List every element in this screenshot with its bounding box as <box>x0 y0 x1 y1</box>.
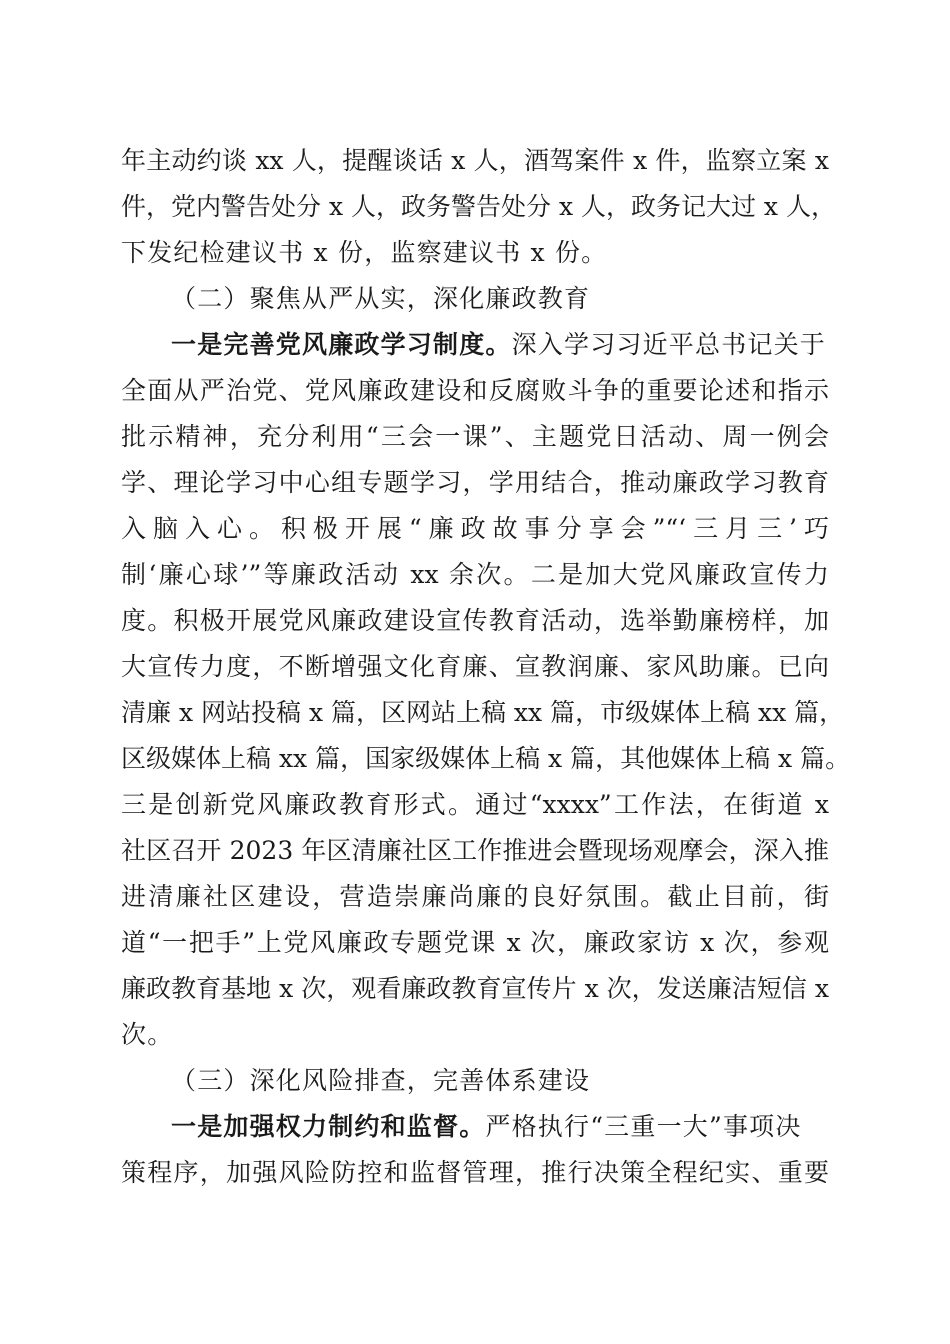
paragraph-line: 批示精神，充分利用“三会一课”、主题党日活动、周一例会 <box>121 422 829 451</box>
paragraph-text: 严格执行“三重一大”事项决 <box>485 1112 802 1141</box>
paragraph-line-first <box>171 328 829 362</box>
paragraph-line: 进清廉社区建设，营造崇廉尚廉的良好氛围。截止目前，街 <box>121 882 829 911</box>
paragraph-line: 年主动约谈 xx 人，提醒谈话 x 人，酒驾案件 x 件，监察立案 x <box>121 146 829 175</box>
section-heading: （三）深化风险排查，完善体系建设 <box>171 1066 591 1095</box>
lead-phrase: 一是完善党风廉政学习制度。 <box>171 330 512 359</box>
section-heading: （二）聚焦从严从实，深化廉政教育 <box>171 284 591 313</box>
paragraph-line: 入脑入心。积极开展“廉政故事分享会”“‘三月三’巧 <box>121 514 829 543</box>
paragraph-line: 社区召开 2023 年区清廉社区工作推进会暨现场观摩会，深入推 <box>121 836 829 865</box>
lead-phrase: 一是加强权力制约和监督。 <box>171 1112 486 1141</box>
paragraph-line: 学、理论学习中心组专题学习，学用结合，推动廉政学习教育 <box>121 468 829 497</box>
paragraph-line: 区级媒体上稿 xx 篇，国家级媒体上稿 x 篇，其他媒体上稿 x 篇。 <box>121 744 851 773</box>
paragraph-line: 全面从严治党、党风廉政建设和反腐败斗争的重要论述和指示 <box>121 376 829 405</box>
paragraph-line: 策程序，加强风险防控和监督管理，推行决策全程纪实、重要 <box>121 1158 829 1187</box>
paragraph-line: 制‘廉心球’”等廉政活动 xx 余次。二是加大党风廉政宣传力 <box>121 560 829 589</box>
paragraph-line: 大宣传力度，不断增强文化育廉、宣教润廉、家风助廉。已向 <box>121 652 829 681</box>
paragraph-line: 度。积极开展党风廉政建设宣传教育活动，选举勤廉榜样，加 <box>121 606 829 635</box>
paragraph-line: 廉政教育基地 x 次，观看廉政教育宣传片 x 次，发送廉洁短信 x <box>121 974 829 1003</box>
paragraph-line: 道“一把手”上党风廉政专题党课 x 次，廉政家访 x 次，参观 <box>121 928 829 957</box>
paragraph-line: 清廉 x 网站投稿 x 篇，区网站上稿 xx 篇，市级媒体上稿 xx 篇， <box>121 698 845 727</box>
paragraph-line: 件，党内警告处分 x 人，政务警告处分 x 人，政务记大过 x 人， <box>121 192 836 221</box>
paragraph-line-first <box>171 1110 829 1144</box>
paragraph-line: 三是创新党风廉政教育形式。通过“xxxx”工作法，在街道 x <box>121 790 829 819</box>
paragraph-line: 下发纪检建议书 x 份，监察建议书 x 份。 <box>121 238 608 267</box>
paragraph-text: 深入学习习近平总书记关于 <box>511 330 827 359</box>
paragraph-line: 次。 <box>121 1020 174 1049</box>
